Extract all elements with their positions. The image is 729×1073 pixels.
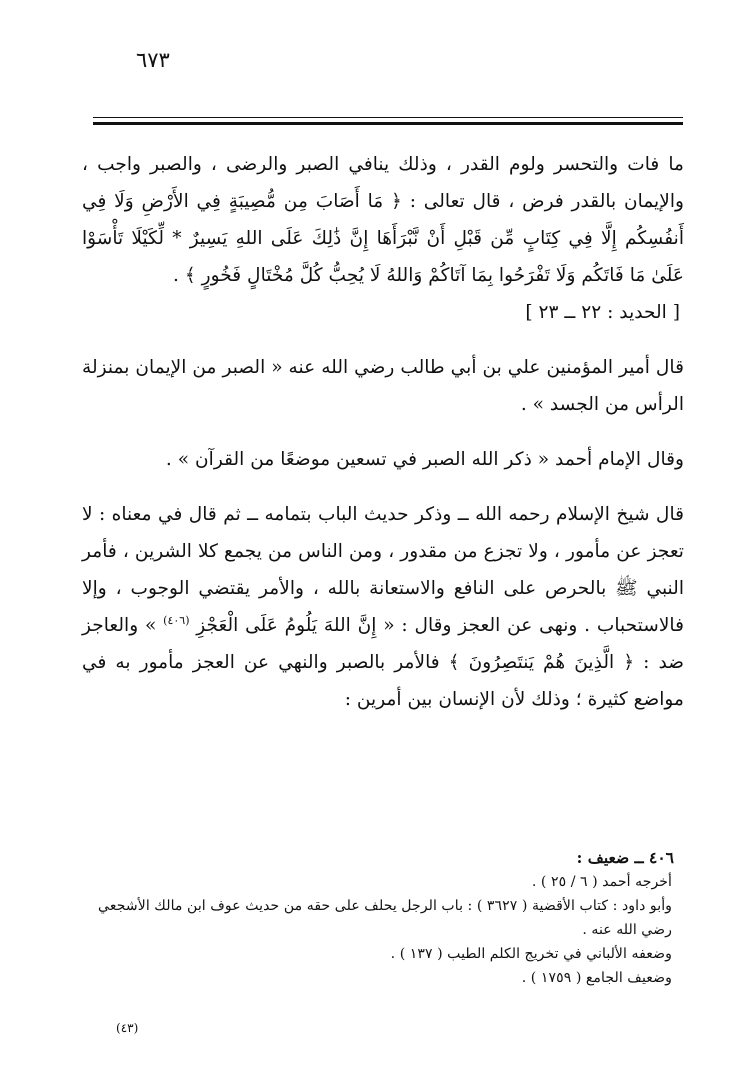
footnote-marker: (٤٠٦) [163, 613, 190, 627]
footnote-line: وضعيف الجامع ( ١٧٥٩ ) . [521, 970, 672, 986]
paragraph-ibn-taymiyyah [82, 496, 684, 718]
paragraph-text: ما فات والتحسر ولوم القدر ، وذلك ينافي الصبر والرضى ، والصبر واجب ، والإيمان بالقدر فرض ، قال تعالى : ﴿ مَا أَصَابَ مِن مُّصِيبَةٍ فِي الأَرْضِ وَلَا فِي أَنفُسِكُم إِلَّا فِي كِتَابٍ مِّن قَبْلِ أَنْ نَّبْرَأَهَا إِنَّ ذَٰلِكَ عَلَى اللهِ يَسِيرٌ * لِّكَيْلَا تَأْسَوْا عَلَىٰ مَا فَاتَكُم وَلَا تَفْرَحُوا بِمَا آتَاكُمْ وَاللهُ لَا يُحِبُّ كُلَّ مُخْتَالٍ فَخُورٍ ﴾ . [82, 154, 684, 286]
page-number: ٦٧٣ [136, 48, 170, 72]
footnote-line: وأبو داود : كتاب الأقضية ( ٣٦٢٧ ) : باب الرجل يحلف على حقه من حديث عوف ابن مالك الأشجعي رضي الله عنه . [98, 898, 672, 938]
footnote-title: ٤٠٦ ــ ضعيف : [576, 848, 674, 867]
bottom-page-number: (٤٣) [116, 1021, 139, 1035]
paragraph-quran-quote [82, 146, 684, 331]
header-rule-thick [93, 122, 683, 125]
footnote-line: وضعفه الألباني في تخريج الكلم الطيب ( ١٣٧ ) . [390, 946, 672, 962]
paragraph-text-part2: » والعاجز ضد : ﴿ الَّذِينَ هُمْ يَنتَصِرُونَ ﴾ فالأمر بالصبر والنهي عن العجز مأمور به في مواضع كثيرة ؛ وذلك لأن الإنسان بين أمرين : [82, 615, 684, 710]
main-text [82, 146, 684, 718]
paragraph-text-part1: قال شيخ الإسلام رحمه الله ــ وذكر حديث الباب بتمامه ــ ثم قال في معناه : لا تعجز عن مأمور ، ولا تجزع من مقدور ، ومن الناس من يجمع كلا الشرين ، فأمر النبي ﷺ بالحرص على النافع والاستعانة بالله ، والأمر يقتضي الوجوب ، وإلا فالاستحباب . ونهى عن العجز وقال : « إِنَّ اللهَ يَلُومُ عَلَى الْعَجْزِ [82, 504, 684, 636]
paragraph-ali-quote: قال أمير المؤمنين علي بن أبي طالب رضي الله عنه « الصبر من الإيمان بمنزلة الرأس من الجسد » . [82, 357, 684, 415]
paragraph-ahmad-quote: وقال الإمام أحمد « ذكر الله الصبر في تسعين موضعًا من القرآن » . [165, 449, 684, 470]
footnotes [82, 846, 684, 990]
quran-reference: [ الحديد : ٢٢ ــ ٢٣ ] [525, 302, 680, 323]
header-rule-thin [93, 117, 683, 118]
footnote-line: أخرجه أحمد ( ٦ / ٢٥ ) . [531, 874, 672, 890]
